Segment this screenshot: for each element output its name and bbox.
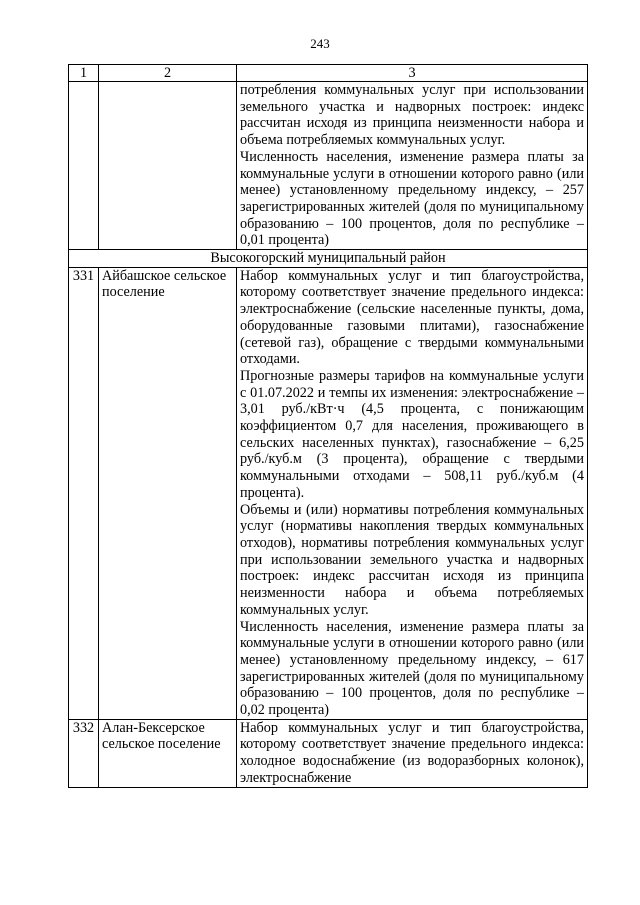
district-row xyxy=(69,250,588,268)
district-heading: Высокогорский муниципальный район xyxy=(69,250,588,268)
continuation-name-cell xyxy=(99,82,237,250)
row-number: 332 xyxy=(69,719,99,787)
row-paragraph: Объемы и (или) нормативы потребления коммунальных услуг (нормативы накопления твердых коммунальных отходов), нормативы потребления коммунальных услуг при использовании земельного участка и надворных построек: индекс рассчитан исходя из принципа неизменности набора и объема потребляемых коммунальных услуг. xyxy=(240,501,584,618)
page-number: 243 xyxy=(310,36,330,51)
column-header-1: 1 xyxy=(69,65,99,82)
row-text-cell xyxy=(237,719,588,787)
row-paragraph: Набор коммунальных услуг и тип благоустройства, которому соответствует значение предельного индекса: электроснабжение (сельские населенные пункты, дома, оборудованные газовыми плитами), газоснабжение (сетевой газ), обращение с твердыми коммунальными отходами. xyxy=(240,267,584,368)
continuation-paragraph: Численность населения, изменение размера платы за коммунальные услуги в отношении которого равно (или менее) установленному предельному индексу, – 257 зарегистрированных жителей (доля по муниципальному образованию – 100 процентов, доля по республике – 0,01 процента) xyxy=(240,148,584,249)
settlement-name: Алан-Бексерское сельское поселение xyxy=(99,719,237,787)
row-number: 331 xyxy=(69,267,99,719)
continuation-number-cell xyxy=(69,82,99,250)
continuation-paragraph: потребления коммунальных услуг при использовании земельного участка и надворных построек: индекс рассчитан исходя из принципа неизменности набора и объема потребляемых коммунальных услуг. xyxy=(240,82,584,149)
column-header-3: 3 xyxy=(237,65,588,82)
table-row xyxy=(69,267,588,719)
row-paragraph: Прогнозные размеры тарифов на коммунальные услуги с 01.07.2022 и темпы их изменения: электроснабжение – 3,01 руб./кВт·ч (4,5 процента, с понижающим коэффициентом 0,7 для населения, проживающего в сельских населенных пунктах), газоснабжение – 6,25 руб./куб.м (3 процента), обращение с твердыми коммунальными отходами – 508,11 руб./куб.м (4 процента). xyxy=(240,367,584,501)
continuation-row xyxy=(69,82,588,250)
row-text-cell xyxy=(237,267,588,719)
row-paragraph: Численность населения, изменение размера платы за коммунальные услуги в отношении которого равно (или менее) установленному предельному индексу, – 617 зарегистрированных жителей (доля по муниципальному образованию – 100 процентов, доля по республике – 0,02 процента) xyxy=(240,618,584,719)
table-header-row xyxy=(69,65,588,82)
continuation-text-cell xyxy=(237,82,588,250)
column-header-2: 2 xyxy=(99,65,237,82)
row-paragraph: Набор коммунальных услуг и тип благоустройства, которому соответствует значение предельного индекса: холодное водоснабжение (из водоразборных колонок), электроснабжение xyxy=(240,719,584,786)
settlement-name: Айбашское сельское поселение xyxy=(99,267,237,719)
table-row xyxy=(69,719,588,787)
document-table xyxy=(68,64,588,788)
